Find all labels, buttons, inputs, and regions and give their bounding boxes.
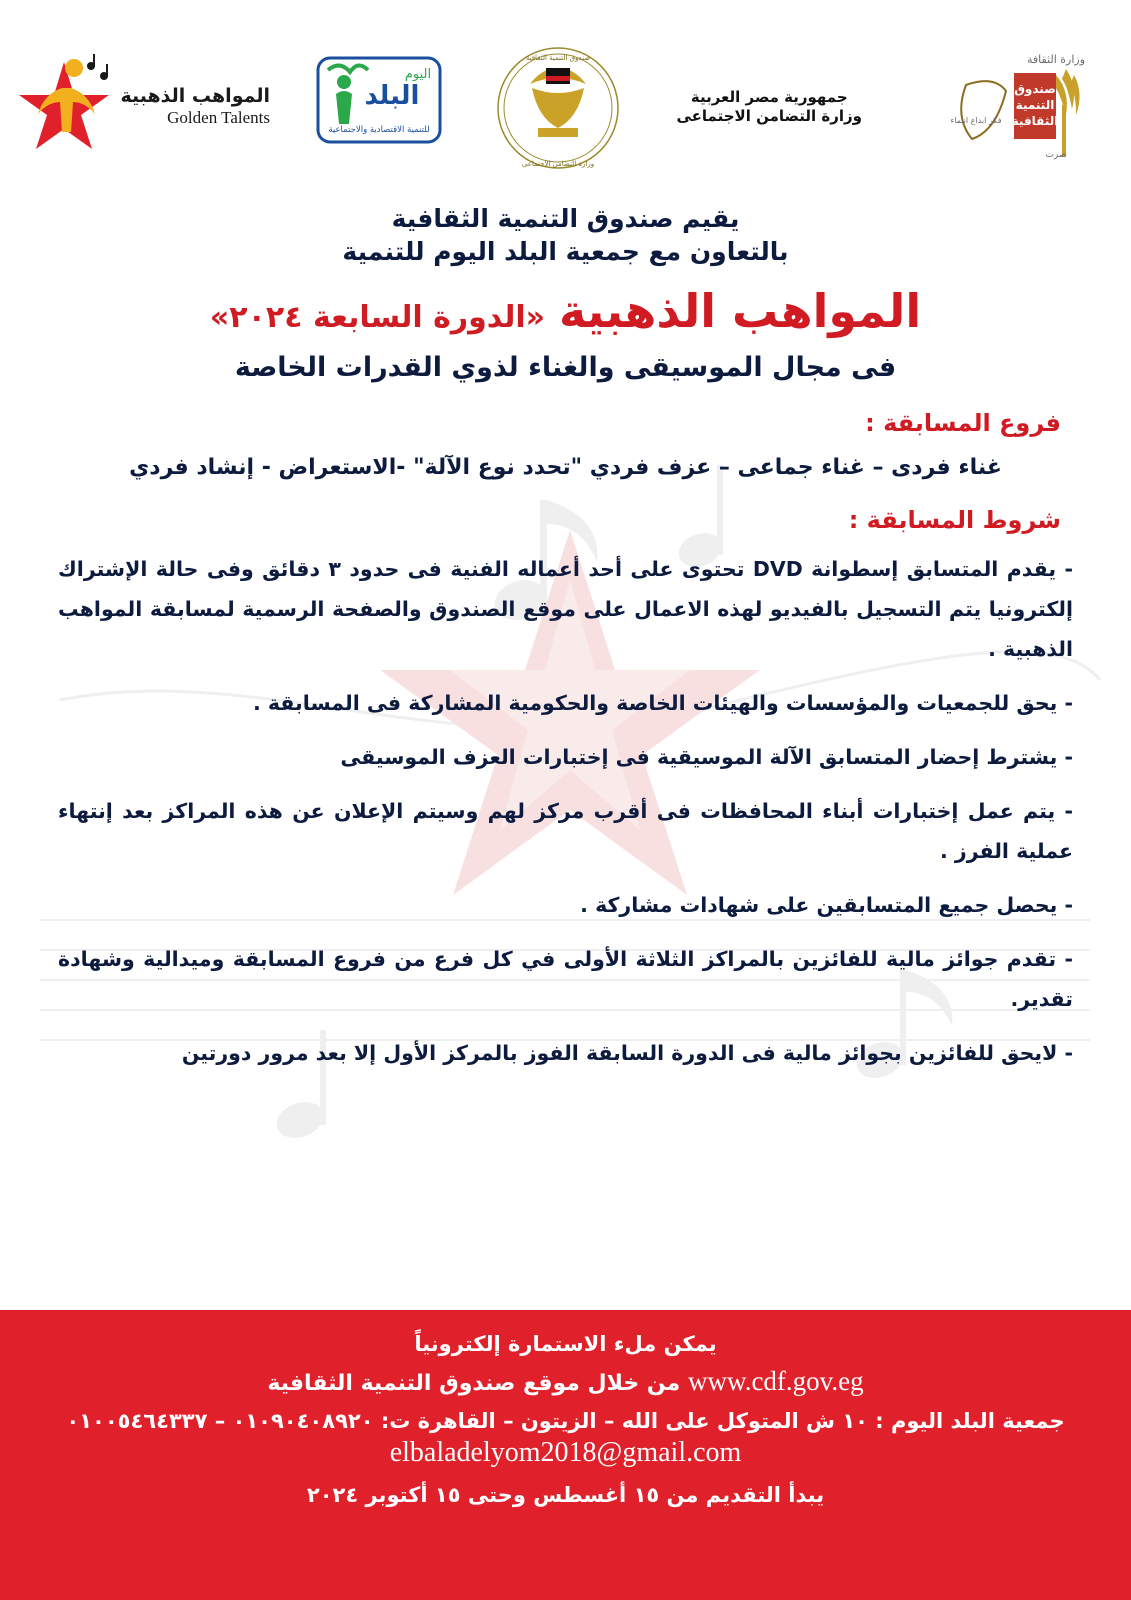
svg-text:صندوق التنمية الثقافية: صندوق التنمية الثقافية	[525, 54, 591, 62]
golden-talents-mark-icon	[19, 52, 114, 162]
condition-item: - يقدم المتسابق إسطوانة DVD تحتوى على أحد أعماله الفنية فى حدود ٣ دقائق وفى حالة الإشتراك إلكترونيا يتم التسجيل بالفيديو لهذه الاعمال على موقع الصندوق والصفحة الرسمية لمسابقة المواهب الذهبية .	[58, 557, 1074, 661]
branches-heading: فروع المسابقة :	[865, 409, 1061, 437]
condition-item: - يتم عمل إختبارات أبناء المحافظات فى أقرب مركز لهم وسيتم الإعلان عن هذه المراكز بعد إنتهاء عملية الفرز .	[58, 798, 1073, 863]
edition-title: «الدورة السابعة ٢٠٢٤»	[209, 300, 546, 335]
svg-text:صندوق: صندوق	[1014, 81, 1056, 96]
header-logos	[0, 0, 1131, 200]
intro-line-1: يقيم صندوق التنمية الثقافية	[391, 204, 740, 233]
condition-item: - لايحق للفائزين بجوائز مالية فى الدورة السابقة الفوز بالمركز الأول إلا بعد مرور دورتين	[181, 1040, 1073, 1065]
branches-text: غناء فردى – غناء جماعى – عزف فردي "تحدد نوع الآلة" -الاستعراض - إنشاد فردي	[129, 455, 1002, 480]
ministry-line-1: جمهورية مصر العربية	[690, 87, 848, 106]
footer-deadline: يبدأ التقديم من ١٥ أغسطس وحتى ١٥ أكتوبر ٢٠٢٤	[306, 1483, 825, 1507]
email-link[interactable]: elbaladelyom2018@gmail.com	[389, 1437, 742, 1468]
ministry-social-solidarity-emblem	[488, 42, 628, 172]
golden-talents-arabic: المواهب الذهبية	[120, 85, 270, 108]
svg-text:اليوم: اليوم	[404, 67, 432, 82]
svg-text:البلد: البلد	[364, 81, 420, 111]
main-title-row	[30, 284, 1101, 338]
svg-text:وزارة التضامن الاجتماعى: وزارة التضامن الاجتماعى	[521, 160, 595, 168]
ministry-social-solidarity-text	[672, 47, 862, 167]
svg-text:الثقافية: الثقافية	[1011, 113, 1059, 128]
elbalad-elyoum-logo	[314, 52, 444, 162]
condition-item: - تقدم جوائز مالية للفائزين بالمراكز الثلاثة الأولى في كل فرع من فروع المسابقة وميدالية وشهادة تقدير.	[58, 946, 1073, 1011]
footer-online-form-note: يمكن ملء الاستمارة إلكترونياً	[414, 1332, 717, 1356]
website-link[interactable]: www.cdf.gov.eg	[687, 1366, 864, 1396]
cultural-development-fund-logo	[906, 45, 1091, 170]
footer-website-prefix: من خلال موقع صندوق التنمية الثقافية	[267, 1371, 681, 1396]
condition-item: - يحصل جميع المتسابقين على شهادات مشاركة .	[580, 892, 1073, 917]
footer-contact-band	[0, 1310, 1131, 1600]
svg-text:صرت: صرت	[1045, 149, 1067, 160]
egypt-eagle-icon	[672, 52, 673, 162]
svg-text:وزارة الثقافة: وزارة الثقافة	[1026, 52, 1086, 66]
conditions-list	[58, 550, 1073, 1074]
svg-text:فكر ابداع انتماء: فكر ابداع انتماء	[950, 115, 1002, 125]
conditions-heading: شروط المسابقة :	[848, 506, 1061, 534]
intro-line-2: بالتعاون مع جمعية البلد اليوم للتنمية	[342, 237, 789, 266]
footer-website-line	[0, 1366, 1131, 1397]
poster-content	[0, 204, 1131, 1074]
golden-talents-logo	[40, 47, 270, 167]
condition-item: - يحق للجمعيات والمؤسسات والهيئات الخاصة والحكومية المشاركة فى المسابقة .	[252, 690, 1073, 715]
svg-text:للتنمية الاقتصادية والاجتماعية: للتنمية الاقتصادية والاجتماعية	[328, 125, 430, 135]
main-title: المواهب الذهبية	[559, 284, 922, 338]
golden-talents-english: Golden Talents	[167, 108, 270, 128]
svg-text:التنمية: التنمية	[1015, 97, 1055, 112]
subtitle: فى مجال الموسيقى والغناء لذوي القدرات الخاصة	[234, 352, 897, 383]
condition-item: - يشترط إحضار المتسابق الآلة الموسيقية فى إختبارات العزف الموسيقى	[340, 744, 1073, 769]
footer-address: جمعية البلد اليوم : ١٠ ش المتوكل على الله – الزيتون – القاهرة ت: ٠١٠٩٠٤٠٨٩٢٠ – ٠١٠٠٥٤٦٤٣٣٧	[66, 1409, 1065, 1433]
ministry-line-2: وزارة التضامن الاجتماعى	[676, 107, 862, 125]
